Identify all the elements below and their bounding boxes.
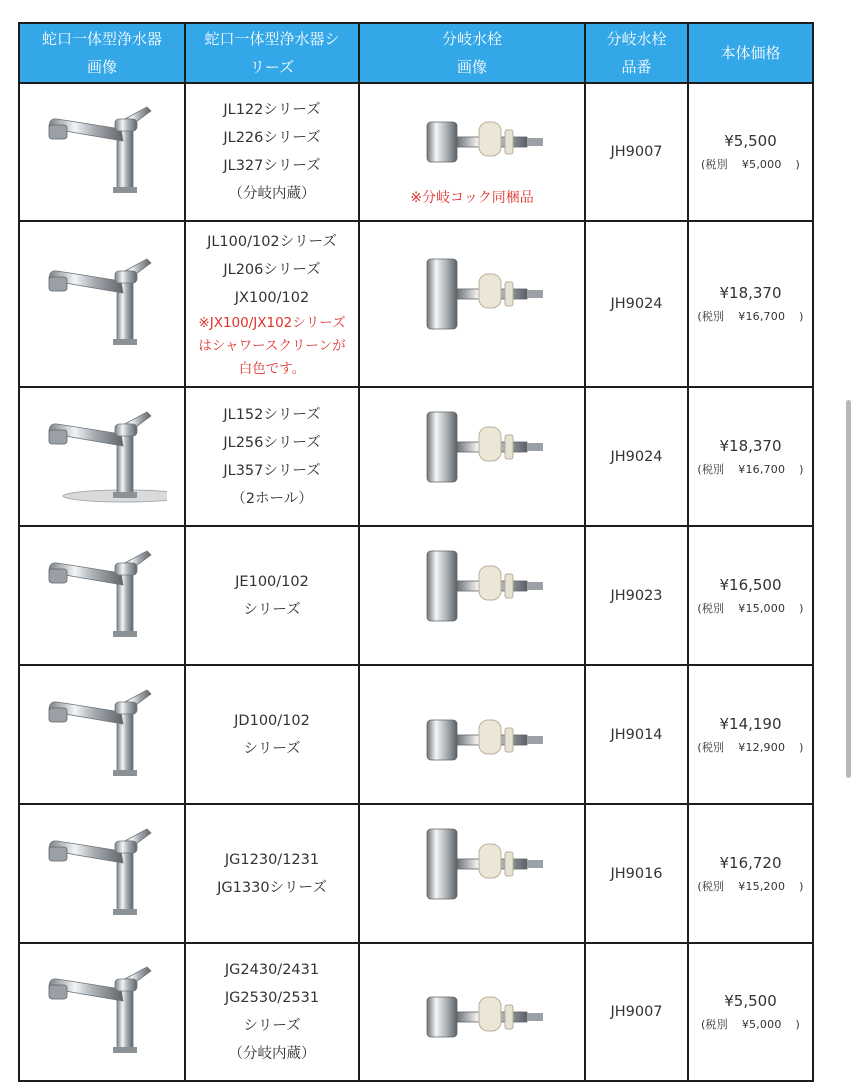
product-table <box>18 22 814 1082</box>
valve-image-cell <box>359 804 585 943</box>
tax-excluded-price: ¥5,000 <box>741 1018 782 1031</box>
header-valve-image-line2: 画像 <box>456 58 487 76</box>
header-valve-partno-line1: 分岐水栓 <box>606 30 667 48</box>
series-name: JG1230/1231 <box>224 851 320 868</box>
faucet-image-cell <box>19 665 185 804</box>
header-faucet-series-line1: 蛇口一体型浄水器シ <box>204 30 340 48</box>
valve-image-cell <box>359 526 585 665</box>
part-number-cell <box>585 665 688 804</box>
series-cell <box>185 387 359 526</box>
tax-close: ) <box>799 462 804 476</box>
header-valve-partno <box>585 23 688 83</box>
part-number-cell <box>585 526 688 665</box>
table-row <box>19 83 813 221</box>
part-number: JH9024 <box>610 296 663 312</box>
valve-illustration-svg <box>387 92 557 182</box>
tax-label: (税別 <box>700 1018 728 1031</box>
faucet-illustration-svg <box>37 680 167 790</box>
price-value: ¥18,370 <box>719 436 782 455</box>
tax-label: (税別 <box>697 740 725 754</box>
part-number: JH9007 <box>610 144 663 160</box>
valve-illustration-svg <box>387 402 557 512</box>
table-row <box>19 804 813 943</box>
part-number: JH9024 <box>610 448 663 465</box>
series-name: JG2430/2431 <box>224 962 320 978</box>
faucet-illustration-svg <box>37 957 167 1067</box>
series-cell <box>185 804 359 943</box>
series-name: JL256シリーズ <box>223 434 321 451</box>
header-price-line1: 本体価格 <box>720 44 781 62</box>
faucet-image-cell <box>19 943 185 1081</box>
part-number-cell <box>585 83 688 221</box>
price-cell <box>688 387 813 526</box>
series-note: はシャワースクリーンが <box>198 337 346 354</box>
part-number: JH9016 <box>610 865 663 882</box>
part-number-cell <box>585 943 688 1081</box>
price-excl-tax <box>689 598 812 620</box>
table-row <box>19 526 813 665</box>
price-cell <box>688 804 813 943</box>
series-name: シリーズ <box>243 601 301 618</box>
price-excl-tax <box>689 459 812 481</box>
tax-excluded-price: ¥5,000 <box>741 158 782 171</box>
price-value: ¥16,720 <box>719 853 782 872</box>
faucet-illustration-svg <box>37 541 167 651</box>
header-faucet-image-line1: 蛇口一体型浄水器 <box>41 30 162 48</box>
header-faucet-image-line2: 画像 <box>86 58 117 76</box>
part-number: JH9007 <box>610 1004 663 1020</box>
part-number: JH9014 <box>610 726 663 743</box>
faucet-image-cell <box>19 804 185 943</box>
table-row <box>19 221 813 387</box>
faucet-image-cell <box>19 83 185 221</box>
tax-label: (税別 <box>697 462 725 476</box>
series-name: JL226シリーズ <box>223 130 321 146</box>
series-note: 白色です。 <box>238 360 306 377</box>
series-cell <box>185 943 359 1081</box>
tax-label: (税別 <box>700 158 728 171</box>
price-value: ¥14,190 <box>719 714 782 733</box>
series-name: JX100/102 <box>234 289 310 306</box>
tax-close: ) <box>799 879 804 893</box>
valve-image-cell <box>359 221 585 387</box>
series-note: ※JX100/JX102シリーズ <box>198 314 346 331</box>
price-cell <box>688 943 813 1081</box>
valve-image-cell <box>359 387 585 526</box>
series-name: JL122シリーズ <box>223 102 321 118</box>
series-name: JL327シリーズ <box>223 158 321 174</box>
valve-image-cell <box>359 665 585 804</box>
tax-excluded-price: ¥12,900 <box>738 740 786 754</box>
series-name: シリーズ <box>243 740 301 757</box>
series-name: JL152シリーズ <box>223 406 321 423</box>
header-price <box>688 23 813 83</box>
series-name: JG2530/2531 <box>224 990 320 1006</box>
valve-illustration-svg <box>387 541 557 651</box>
price-cell <box>688 83 813 221</box>
part-number-cell <box>585 804 688 943</box>
faucet-illustration-svg <box>37 97 167 207</box>
table-header-row <box>19 23 813 83</box>
valve-illustration-svg <box>387 249 557 359</box>
tax-excluded-price: ¥16,700 <box>738 310 786 323</box>
series-cell <box>185 83 359 221</box>
table-row <box>19 387 813 526</box>
tax-close: ) <box>799 740 804 754</box>
header-faucet-series-line2: リーズ <box>249 58 295 76</box>
faucet-image-cell <box>19 387 185 526</box>
series-name: シリーズ <box>243 1018 301 1034</box>
part-number: JH9023 <box>610 587 663 604</box>
valve-illustration-svg <box>387 819 557 929</box>
tax-label: (税別 <box>697 879 725 893</box>
tax-excluded-price: ¥15,200 <box>738 879 786 893</box>
price-excl-tax <box>689 154 812 176</box>
valve-caption: ※分岐コック同梱品 <box>410 190 534 206</box>
series-name: （2ホール） <box>231 490 313 507</box>
valve-illustration-svg <box>387 690 557 780</box>
price-cell <box>688 526 813 665</box>
tax-excluded-price: ¥15,000 <box>738 601 786 615</box>
tax-close: ) <box>799 310 804 323</box>
series-name: JL206シリーズ <box>223 261 321 278</box>
price-excl-tax <box>689 306 812 328</box>
faucet-illustration-svg <box>37 402 167 512</box>
part-number-cell <box>585 221 688 387</box>
price-value: ¥5,500 <box>724 992 777 1010</box>
series-cell <box>185 665 359 804</box>
price-value: ¥5,500 <box>724 132 777 150</box>
faucet-illustration-svg <box>37 819 167 929</box>
valve-image-cell <box>359 83 585 221</box>
faucet-image-cell <box>19 221 185 387</box>
faucet-image-cell <box>19 526 185 665</box>
tax-excluded-price: ¥16,700 <box>738 462 786 476</box>
header-valve-image-line1: 分岐水栓 <box>441 30 502 48</box>
table-row <box>19 943 813 1081</box>
series-cell <box>185 221 359 387</box>
series-name: JL357シリーズ <box>223 462 321 479</box>
header-valve-partno-line2: 品番 <box>621 58 652 76</box>
table-row <box>19 665 813 804</box>
series-name: JD100/102 <box>234 712 310 729</box>
price-cell <box>688 221 813 387</box>
tax-label: (税別 <box>697 601 725 615</box>
faucet-illustration-svg <box>37 249 167 359</box>
price-excl-tax <box>689 737 812 759</box>
price-excl-tax <box>689 876 812 898</box>
series-name: （分岐内蔵） <box>228 1046 316 1062</box>
price-value: ¥16,500 <box>719 575 782 594</box>
page-scrollbar[interactable] <box>846 400 851 778</box>
valve-illustration-svg <box>387 967 557 1057</box>
header-faucet-series <box>185 23 359 83</box>
series-name: （分岐内蔵） <box>228 186 316 202</box>
price-value: ¥18,370 <box>719 284 782 302</box>
tax-close: ) <box>795 158 801 171</box>
header-faucet-image <box>19 23 185 83</box>
header-valve-image <box>359 23 585 83</box>
valve-image-cell <box>359 943 585 1081</box>
series-name: JL100/102シリーズ <box>207 233 337 250</box>
tax-label: (税別 <box>697 310 725 323</box>
price-cell <box>688 665 813 804</box>
series-name: JG1330シリーズ <box>217 879 327 896</box>
series-name: JE100/102 <box>235 573 309 590</box>
part-number-cell <box>585 387 688 526</box>
series-cell <box>185 526 359 665</box>
tax-close: ) <box>799 601 804 615</box>
price-excl-tax <box>689 1014 812 1036</box>
tax-close: ) <box>795 1018 801 1031</box>
